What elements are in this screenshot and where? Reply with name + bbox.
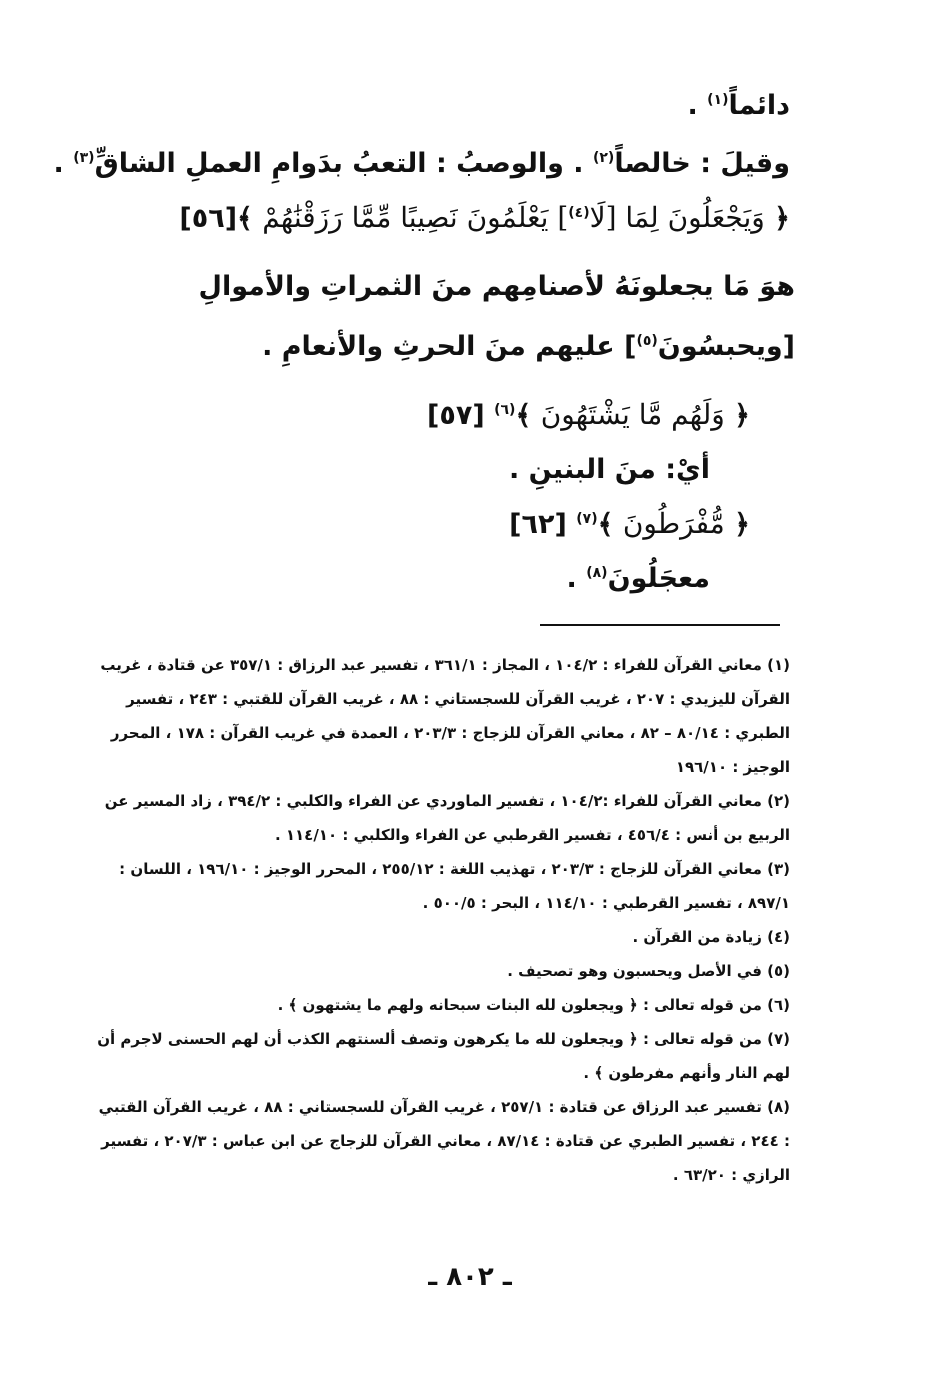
quran-text: وَلَهُم مَّا يَشْتَهُونَ [540, 398, 725, 431]
quran-text: يَعْلَمُونَ نَصِيبًا مِّمَّا رَزَقْنَٰهُمْ [262, 201, 558, 234]
text: . والوصبُ : التعبُ بدَوامِ العملِ الشاقِّ [94, 148, 593, 179]
text-line-9 [90, 563, 790, 595]
page-number: ـ ٨٠٢ ـ [428, 1262, 512, 1292]
footnote-marker: (٢) [592, 150, 615, 166]
main-text [53, 90, 795, 595]
ornate-bracket: ﴾ [515, 400, 541, 431]
text: هوَ مَا يجعلونَهُ لأصنامِهم منَ الثمراتِ والأموالِ [ويحبسُونَ [198, 271, 795, 362]
footnote-1: (١) معاني القرآن للفراء : ١٠٤/٢ ، المجاز : ٣٦١/١ ، تفسير عبد الرزاق : ٣٥٧/١ عن قتادة ، غريب القرآن لليزيدي : ٢٠٧ ، غريب القرآن للسجستاني : ٨٨ ، غريب القرآن للقتبي : ٢٤٣ ، تفسير الطبري : ٨٠/١٤ – ٨٢ ، معاني القرآن للزجاج : ٢٠٣/٣ ، العمدة في غريب القرآن : ١٧٨ ، المحرر الوجيز : ١٩٦/١٠ [100, 656, 790, 776]
footnote-2: (٢) معاني القرآن للفراء :١٠٤/٢ ، تفسير الماوردي عن الفراء والكلبي : ٣٩٤/٢ ، زاد المسير عن الربيع بن أنس : ٤٥٦/٤ ، تفسير القرطبي عن الفراء والكلبي : ١١٤/١٠ . [104, 792, 790, 844]
footnote-5: (٥) في الأصل ويحسبون وهو تصحيف . [507, 962, 790, 980]
quran-insert-end: ] [557, 201, 569, 234]
ornate-bracket: ﴿ [724, 509, 750, 540]
verse-ref: [٥٦] [179, 203, 238, 234]
footnote-marker: (١) [707, 92, 729, 108]
text-line-2 [53, 148, 790, 180]
verse-ref: [٥٧] [427, 400, 495, 431]
text: . [53, 148, 74, 179]
footnote-8: (٨) تفسير عبد الرزاق عن قتادة : ٢٥٧/١ ، غريب القرآن للسجستاني : ٨٨ ، غريب القرآن القتبي : ٢٤٤ ، تفسير الطبري عن قتادة : ٨٧/١٤ ، معاني القرآن للزجاج عن ابن عباس : ٢٠٧/٣ ، تفسير الرازي : ٦٣/٢٠ . [98, 1098, 790, 1184]
footnote-7: (٧) من قوله تعالى : ﴿ ويجعلون لله ما يكرهون وتصف ألسنتهم الكذب أن لهم الحسنى لاجرم أن لهم النار وأنهم مفرطون ﴾ . [97, 1030, 790, 1082]
ornate-bracket: ﴾ [237, 203, 263, 234]
footnote-marker: (٥) [636, 333, 658, 349]
text: وقيلَ : خالصاً [614, 148, 790, 179]
footnote-marker: (٦) [494, 402, 516, 418]
footnote-divider [540, 624, 780, 626]
ornate-bracket: ﴿ [724, 400, 750, 431]
quran-verse-57 [90, 399, 790, 432]
footnote-marker: (٧) [576, 511, 598, 527]
text-line-1 [90, 90, 790, 122]
quran-insert: [لَا [589, 201, 617, 234]
ornate-bracket: ﴿ [764, 203, 790, 234]
footnote-6: (٦) من قوله تعالى : ﴿ ويجعلون لله البنات سبحانه ولهم ما يشتهون ﴾ . [277, 996, 790, 1014]
ornate-bracket: ﴾ [597, 509, 623, 540]
text: دائماً [728, 90, 790, 121]
text: . [566, 563, 587, 594]
footnote-4: (٤) زيادة من القرآن . [632, 928, 790, 946]
text: أيْ: منَ البنينِ . [508, 454, 710, 485]
text-line-4 [35, 257, 795, 377]
footnote-marker: (٤) [568, 205, 590, 221]
footnote-3: (٣) معاني القرآن للزجاج : ٢٠٣/٣ ، تهذيب اللغة : ٢٥٥/١٢ ، المحرر الوجيز : ١٩٦/١٠ ، اللسان : ٨٩٧/١ ، تفسير القرطبي : ١١٤/١٠ ، البحر : ٥٠٠/٥ . [119, 860, 790, 912]
text-line-7 [90, 454, 790, 486]
quran-text: وَيَجْعَلُونَ لِمَا [616, 201, 765, 234]
footnotes [90, 648, 790, 1192]
footnote-marker: (٨) [586, 565, 608, 581]
quran-verse-62 [90, 508, 790, 541]
verse-ref: [٦٢] [509, 509, 577, 540]
text: . [687, 90, 708, 121]
quran-text: مُّفْرَطُونَ [622, 507, 725, 540]
footnote-marker: (٣) [73, 150, 95, 166]
text: معجَلُونَ [607, 563, 710, 594]
text: ] عليهم منَ الحرثِ والأنعامِ . [262, 331, 637, 362]
quran-verse-56 [90, 202, 790, 235]
